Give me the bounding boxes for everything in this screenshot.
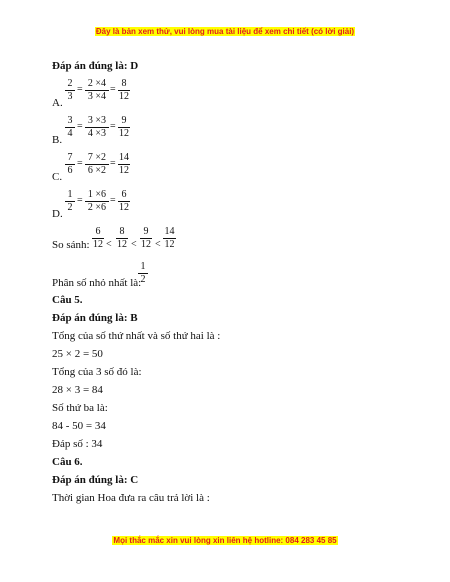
equals-sign: = — [77, 121, 83, 132]
option-d-fraction-3: 6 12 — [119, 189, 129, 213]
q5-line: 25 × 2 = 50 — [52, 348, 103, 360]
option-a-fraction-3: 8 12 — [119, 78, 129, 102]
less-than-sign: < — [106, 239, 112, 250]
hotline-text: Mọi thắc mắc xin vui lòng xin liên hệ hotline: 084 283 45 85 — [113, 536, 337, 545]
equals-sign: = — [110, 121, 116, 132]
q5-line: Đáp số : 34 — [52, 438, 103, 450]
option-a-fraction-1: 2 3 — [64, 78, 76, 103]
q5-answer: Đáp án đúng là: B — [52, 312, 138, 324]
q6-title: Câu 6. — [52, 456, 83, 468]
compare-fraction-3: 9 12 — [141, 226, 151, 250]
q6-answer: Đáp án đúng là: C — [52, 474, 139, 486]
compare-label: So sánh: — [52, 239, 90, 251]
equals-sign: = — [110, 158, 116, 169]
compare-fraction-2: 8 12 — [117, 226, 127, 250]
equals-sign: = — [77, 158, 83, 169]
option-d-label: D. — [52, 208, 63, 220]
q5-line: Số thứ ba là: — [52, 402, 108, 414]
option-d-fraction-1: 1 2 — [64, 189, 76, 214]
preview-notice-text: Đây là bản xem thử, vui lòng mua tài liệu để xem chi tiết (có lời giải) — [95, 27, 355, 36]
option-b-fraction-2: 3 ×3 4 ×3 — [84, 115, 110, 140]
option-c-fraction-2: 7 ×2 6 ×2 — [84, 152, 110, 177]
option-c-label: C. — [52, 171, 63, 183]
smallest-fraction: 1 2 — [137, 261, 149, 286]
smallest-label: Phân số nhỏ nhất là: — [52, 277, 142, 289]
equals-sign: = — [77, 84, 83, 95]
hotline-banner — [0, 536, 450, 545]
q5-line: Tổng của số thứ nhất và số thứ hai là : — [52, 330, 221, 342]
option-d-fraction-2: 1 ×6 2 ×6 — [84, 189, 110, 214]
option-c-fraction-3: 14 12 — [119, 152, 129, 176]
option-b-fraction-3: 9 12 — [119, 115, 129, 139]
q4-answer: Đáp án đúng là: D — [52, 60, 139, 72]
equals-sign: = — [110, 84, 116, 95]
q5-title: Câu 5. — [52, 294, 83, 306]
option-a-label: A. — [52, 97, 63, 109]
less-than-sign: < — [155, 239, 161, 250]
q5-line: 84 - 50 = 34 — [52, 420, 106, 432]
preview-notice-banner — [0, 27, 450, 36]
option-b-label: B. — [52, 134, 63, 146]
compare-fraction-1: 6 12 — [93, 226, 103, 250]
option-c-fraction-1: 7 6 — [64, 152, 76, 177]
option-b-fraction-1: 3 4 — [64, 115, 76, 140]
option-a-fraction-2: 2 ×4 3 ×4 — [84, 78, 110, 103]
q5-line: Tổng của 3 số đó là: — [52, 366, 142, 378]
q6-line: Thời gian Hoa đưa ra câu trả lời là : — [52, 492, 210, 504]
equals-sign: = — [110, 195, 116, 206]
less-than-sign: < — [131, 239, 137, 250]
q5-line: 28 × 3 = 84 — [52, 384, 103, 396]
compare-fraction-4: 14 12 — [164, 226, 175, 250]
equals-sign: = — [77, 195, 83, 206]
